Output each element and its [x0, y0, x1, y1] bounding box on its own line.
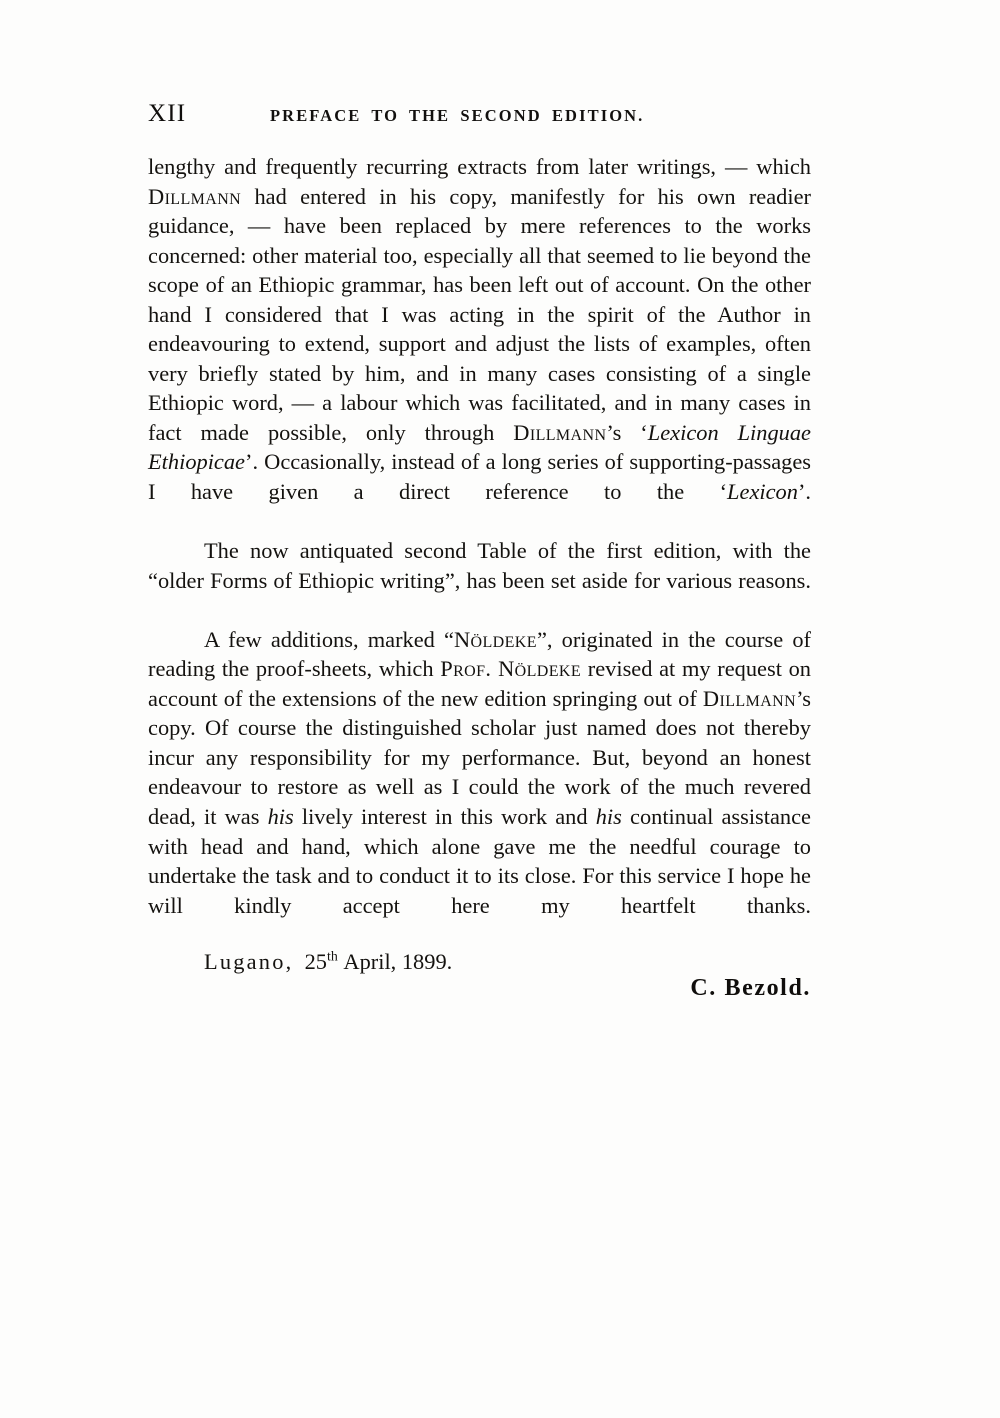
paragraph-1: lengthy and frequently recurring extracts from later writings, — which Dillmann had entered in his copy, manifestly for his own readier guidance, — have been replaced by mere references to the works concerned: other material too, especially all that seemed to lie beyond the scope of an Ethiopic grammar, has been left out of account. On the other hand I considered that I was acting in the spirit of the Author in endeavouring to extend, support and adjust the lists of examples, often very briefly stated by him, and in many cases consisting of a single Ethiopic word, — a labour which was facilitated, and in many cases in fact made possible, only through Dillmann’s ‘Lexicon Linguae Ethiopicae’. Occasionally, instead of a long series of supporting-passages I have given a direct reference to the ‘Lexicon’.: [148, 154, 811, 505]
colophon-month-year: April, 1899.: [343, 949, 453, 974]
small-caps-name: Dillmann: [702, 685, 797, 711]
small-caps-name: Prof.: [440, 656, 492, 682]
small-caps-name: Nöldeke: [498, 656, 582, 682]
running-head-title: PREFACE TO THE SECOND EDITION.: [270, 106, 645, 125]
italic-phrase: his: [595, 804, 622, 830]
colophon-place: Lugano,: [204, 949, 294, 974]
colophon-place-date: [148, 947, 452, 977]
colophon-ordinal-suffix: th: [327, 949, 338, 965]
small-caps-name: Dillmann: [148, 183, 242, 209]
small-caps-name: Dillmann: [513, 419, 607, 445]
colophon-day: 25: [304, 949, 327, 974]
body-text-block: [148, 152, 811, 950]
italic-phrase: Lexicon Linguae Ethiopicae: [148, 419, 811, 475]
italic-phrase: Lexicon: [727, 479, 798, 505]
author-signature: C. Bezold.: [690, 975, 811, 1001]
page-folio-number: XII: [148, 100, 187, 127]
running-head: [148, 100, 810, 130]
small-caps-name: Nöldeke: [453, 626, 537, 652]
paragraph-3: A few additions, marked “Nöldeke”, originated in the course of reading the proof-sheets, which Prof. Nöldeke revised at my request on account of the extensions of the new edition springing out of Dillmann’s copy. Of course the distinguished scholar just named does not thereby incur any responsibility for my performance. But, beyond an honest endeavour to restore as well as I could the work of the much revered dead, it was his lively interest in this work and his continual assistance with head and hand, which alone gave me the needful courage to undertake the task and to conduct it to its close. For this service I hope he will kindly accept here my heartfelt thanks.: [148, 626, 811, 918]
colophon-spacer: [293, 949, 304, 974]
paragraph-2: The now antiquated second Table of the first edition, with the “older Forms of Ethiopic writing”, has been set aside for various reasons.: [148, 538, 811, 593]
italic-phrase: his: [267, 804, 294, 830]
